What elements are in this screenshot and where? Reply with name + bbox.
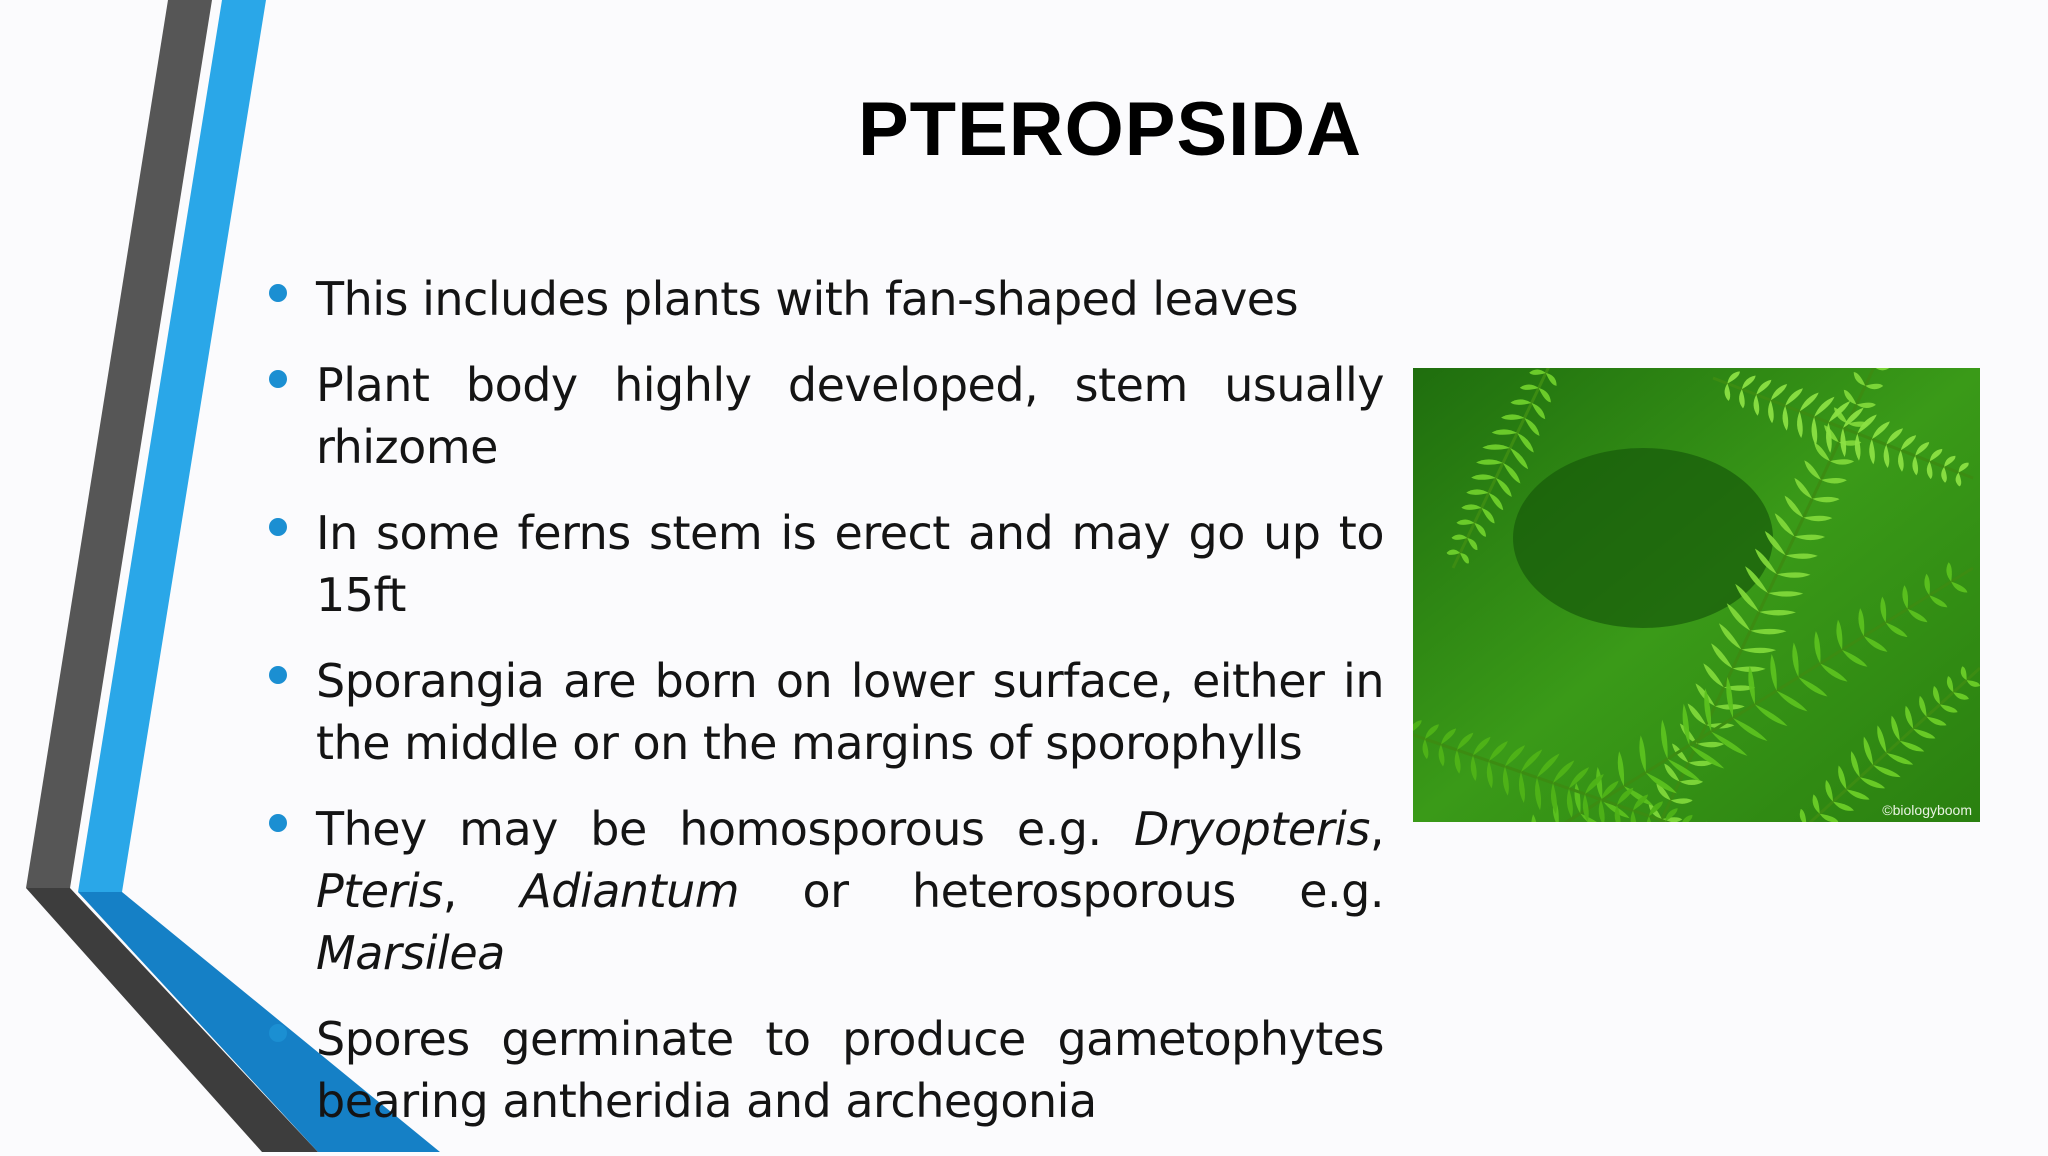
bullet-list [264, 268, 1384, 1156]
bullet-dot-icon [269, 518, 287, 536]
bullet-dot-icon [269, 370, 287, 388]
fern-illustration [1413, 368, 1980, 822]
bullet-text: Plant body highly developed, stem usually rhizome [316, 358, 1384, 474]
fern-image [1413, 368, 1980, 822]
bullet-text: This includes plants with fan-shaped leaves [316, 272, 1299, 326]
bullet-item [264, 502, 1384, 626]
bullet-dot-icon [269, 1024, 287, 1042]
bullet-dot-icon [269, 666, 287, 684]
bullet-text: Sporangia are born on lower surface, either in the middle or on the margins of sporophylls [316, 654, 1384, 770]
bullet-text: In some ferns stem is erect and may go up to 15ft [316, 506, 1384, 622]
bullet-dot-icon [269, 814, 287, 832]
bullet-item [264, 650, 1384, 774]
image-watermark: ©biologyboom [1882, 802, 1972, 818]
bullet-item [264, 798, 1384, 984]
bullet-item [264, 1008, 1384, 1132]
slide-title: PTEROPSIDA [857, 87, 1363, 172]
bullet-text: They may be homosporous e.g. Dryopteris, Pteris, Adiantum or heterosporous e.g. Marsilea [316, 802, 1384, 980]
bullet-item [264, 354, 1384, 478]
bullet-dot-icon [269, 284, 287, 302]
bullet-text: Spores germinate to produce gametophytes bearing antheridia and archegonia [316, 1012, 1384, 1128]
bullet-item [264, 268, 1384, 330]
